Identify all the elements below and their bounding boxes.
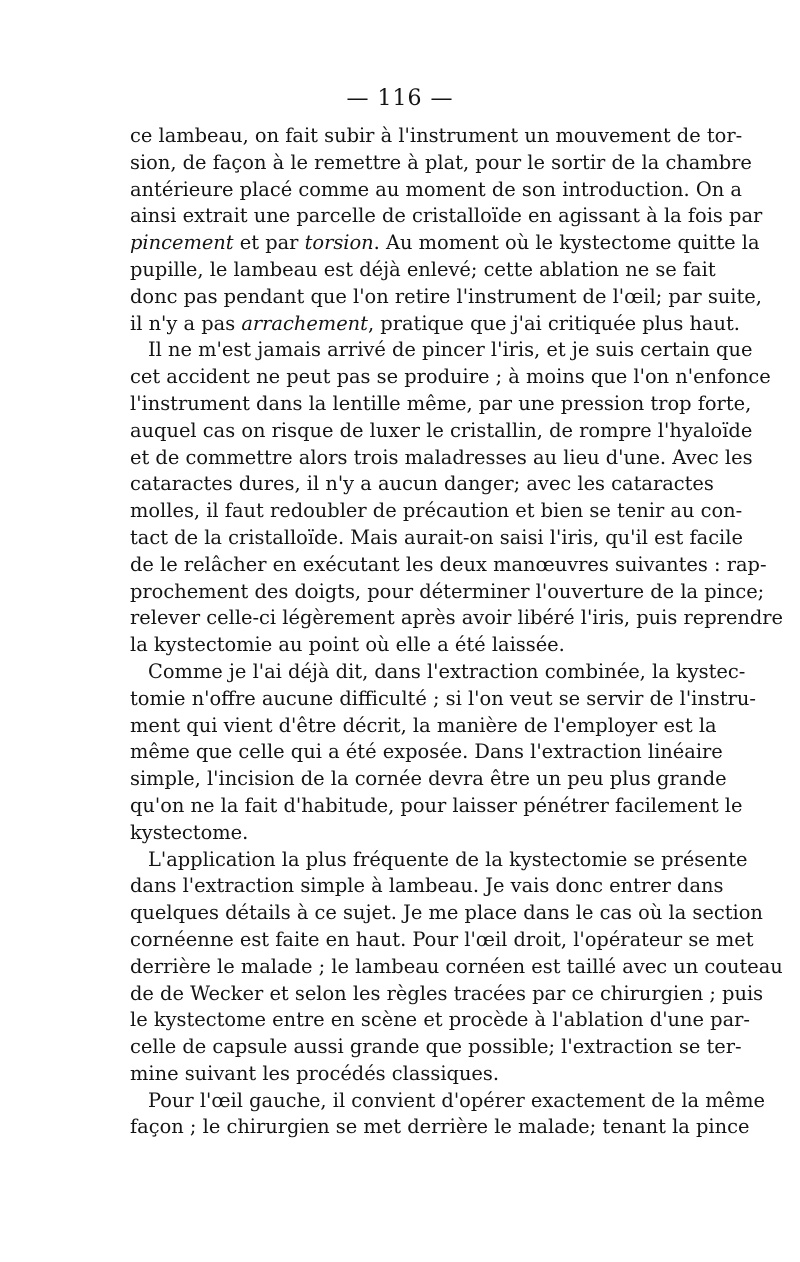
text-line: ment qui vient d'être décrit, la manière de l'employer est la — [130, 713, 717, 737]
text-line — [130, 311, 740, 338]
italic-term: pincement — [130, 231, 234, 255]
text-line: kystectome. — [130, 820, 249, 844]
text-line: molles, il faut redoubler de précaution et bien se tenir au con- — [130, 499, 743, 523]
text-line: le kystectome entre en scène et procède à l'ablation d'une par- — [130, 1008, 750, 1032]
text-line: de le relâcher en exécutant les deux manœuvres suivantes : rap- — [130, 552, 767, 576]
text-segment: et par — [233, 231, 305, 255]
text-line: l'instrument dans la lentille même, par une pression trop forte, — [130, 391, 752, 415]
text-line: pupille, le lambeau est déjà enlevé; cette ablation ne se fait — [130, 257, 716, 281]
text-segment: . Au moment où le kystectome quitte la — [373, 231, 760, 255]
text-line: mine suivant les procédés classiques. — [130, 1061, 500, 1085]
text-line — [130, 230, 760, 257]
text-line: dans l'extraction simple à lambeau. Je vais donc entrer dans — [130, 874, 724, 898]
text-line: relever celle-ci légèrement après avoir libéré l'iris, puis reprendre — [130, 606, 783, 630]
text-line: et de commettre alors trois maladresses au lieu d'une. Avec les — [130, 445, 753, 469]
text-line: façon ; le chirurgien se met derrière le malade; tenant la pince — [130, 1115, 750, 1139]
text-line: tomie n'offre aucune difficulté ; si l'on veut se servir de l'instru- — [130, 686, 756, 710]
text-line: même que celle qui a été exposée. Dans l'extraction linéaire — [130, 740, 723, 764]
text-line: celle de capsule aussi grande que possible; l'extraction se ter- — [130, 1035, 742, 1059]
text-segment: il n'y a pas — [130, 311, 242, 335]
text-line: cataractes dures, il n'y a aucun danger; avec les cataractes — [130, 472, 714, 496]
body-text — [130, 123, 783, 1141]
text-line: la kystectomie au point où elle a été laissée. — [130, 633, 565, 657]
text-line: quelques détails à ce sujet. Je me place dans le cas où la section — [130, 901, 763, 925]
text-line: cornéenne est faite en haut. Pour l'œil droit, l'opérateur se met — [130, 927, 754, 951]
text-line: Comme je l'ai déjà dit, dans l'extraction combinée, la kystec- — [148, 659, 746, 683]
text-line: ce lambeau, on fait subir à l'instrument un mouvement de tor- — [130, 124, 743, 147]
text-line: qu'on ne la fait d'habitude, pour laisser pénétrer facilement le — [130, 793, 743, 817]
text-line: L'application la plus fréquente de la kystectomie se présente — [148, 847, 748, 871]
text-line: donc pas pendant que l'on retire l'instrument de l'œil; par suite, — [130, 284, 762, 308]
text-line: tact de la cristalloïde. Mais aurait-on saisi l'iris, qu'il est facile — [130, 525, 743, 549]
text-segment: , pratique que j'ai critiquée plus haut. — [367, 311, 740, 335]
italic-term: arrachement — [241, 311, 368, 335]
text-line: prochement des doigts, pour déterminer l'ouverture de la pince; — [130, 579, 765, 603]
text-line: ainsi extrait une parcelle de cristalloïde en agissant à la fois par — [130, 204, 763, 228]
text-line: cet accident ne peut pas se produire ; à moins que l'on n'enfonce — [130, 365, 771, 389]
page-number: — 116 — — [346, 86, 454, 111]
text-line: derrière le malade ; le lambeau cornéen est taillé avec un couteau — [130, 954, 783, 978]
italic-term: torsion — [304, 231, 374, 255]
text-line: de de Wecker et selon les règles tracées par ce chirurgien ; puis — [130, 981, 764, 1005]
text-line: Il ne m'est jamais arrivé de pincer l'iris, et je suis certain que — [148, 338, 753, 362]
text-line: simple, l'incision de la cornée devra être un peu plus grande — [130, 767, 727, 791]
text-line: sion, de façon à le remettre à plat, pour le sortir de la chambre — [130, 150, 752, 174]
text-line: antérieure placé comme au moment de son introduction. On a — [130, 177, 742, 201]
text-line: auquel cas on risque de luxer le cristallin, de rompre l'hyaloïde — [130, 418, 753, 442]
text-line: Pour l'œil gauche, il convient d'opérer exactement de la même — [148, 1088, 765, 1112]
